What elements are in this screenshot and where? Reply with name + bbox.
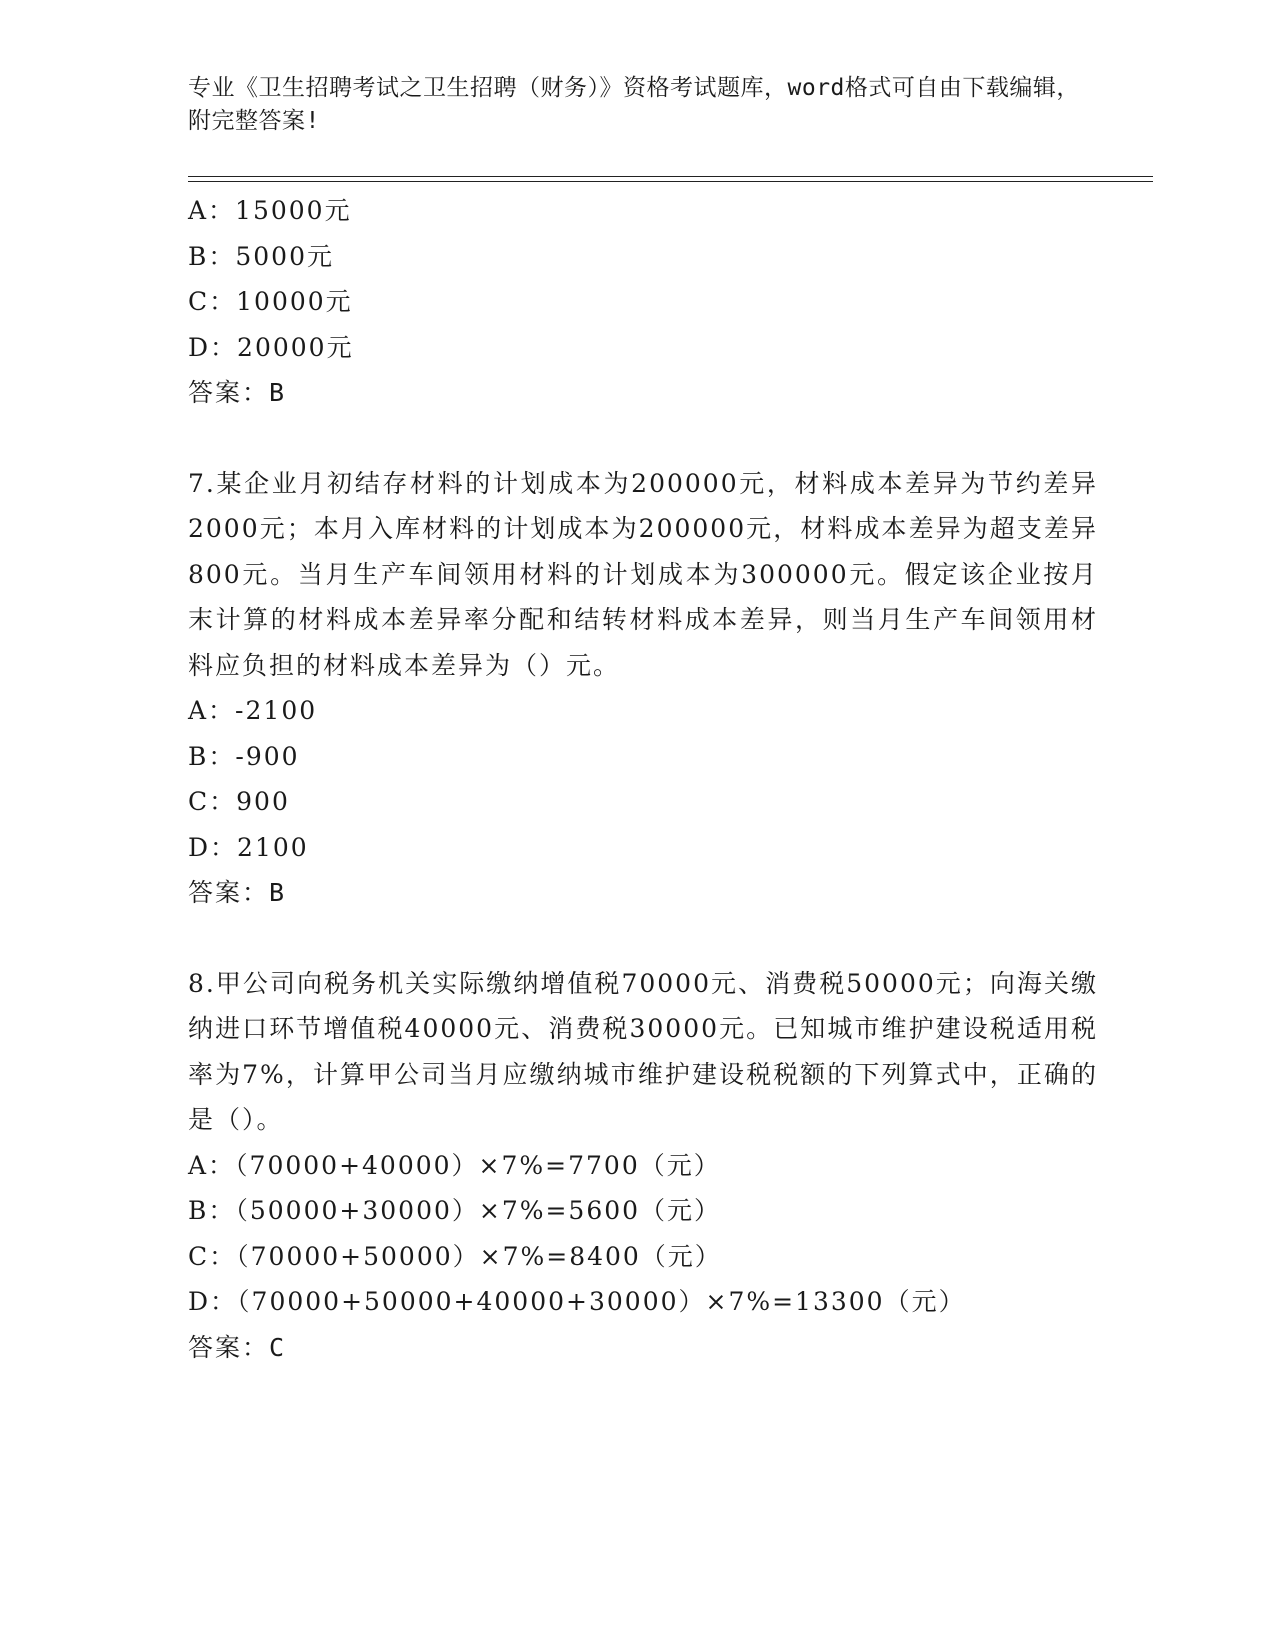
question-6 — [188, 188, 1098, 416]
q6-option-c: C：10000元 — [188, 287, 353, 316]
q8-option-c: C：（70000+50000）×7%=8400（元） — [188, 1241, 722, 1271]
q6-option-b: B：5000元 — [188, 241, 334, 271]
q7-option-d: D：2100 — [188, 832, 309, 862]
question-8 — [188, 961, 1098, 1371]
question-7 — [188, 461, 1098, 916]
header-divider-bottom — [188, 181, 1153, 182]
q7-option-c: C：900 — [188, 787, 290, 816]
q8-stem: 8.甲公司向税务机关实际缴纳增值税70000元、消费税50000元；向海关缴纳进口环节增值税40000元、消费税30000元。已知城市维护建设税适用税率为7%，计算甲公司当月应缴纳城市维护建设税税额的下列算式中，正确的是（）。 — [188, 968, 1098, 1134]
q8-option-a: A：（70000+40000）×7%=7700（元） — [188, 1150, 721, 1180]
document-body — [188, 188, 1098, 1370]
q8-answer: 答案：C — [188, 1332, 287, 1362]
q6-option-a: A：15000元 — [188, 196, 352, 225]
header-divider-top — [188, 176, 1153, 177]
q7-answer: 答案：B — [188, 878, 287, 907]
document-header: 专业《卫生招聘考试之卫生招聘（财务）》资格考试题库，word格式可自由下载编辑，附完整答案! — [188, 75, 1080, 134]
q6-answer: 答案：B — [188, 378, 287, 407]
q7-option-a: A：-2100 — [188, 696, 318, 725]
q6-option-d: D：20000元 — [188, 332, 354, 362]
q7-stem: 7.某企业月初结存材料的计划成本为200000元，材料成本差异为节约差异2000元；本月入库材料的计划成本为200000元，材料成本差异为超支差异800元。当月生产车间领用材料的计划成本为300000元。假定该企业按月末计算的材料成本差异率分配和结转材料成本差异，则当月生产车间领用材料应负担的材料成本差异为（）元。 — [188, 468, 1098, 680]
q8-option-b: B：（50000+30000）×7%=5600（元） — [188, 1196, 722, 1225]
q7-option-b: B：-900 — [188, 741, 300, 771]
q8-option-d: D：（70000+50000+40000+30000）×7%=13300（元） — [188, 1287, 966, 1316]
